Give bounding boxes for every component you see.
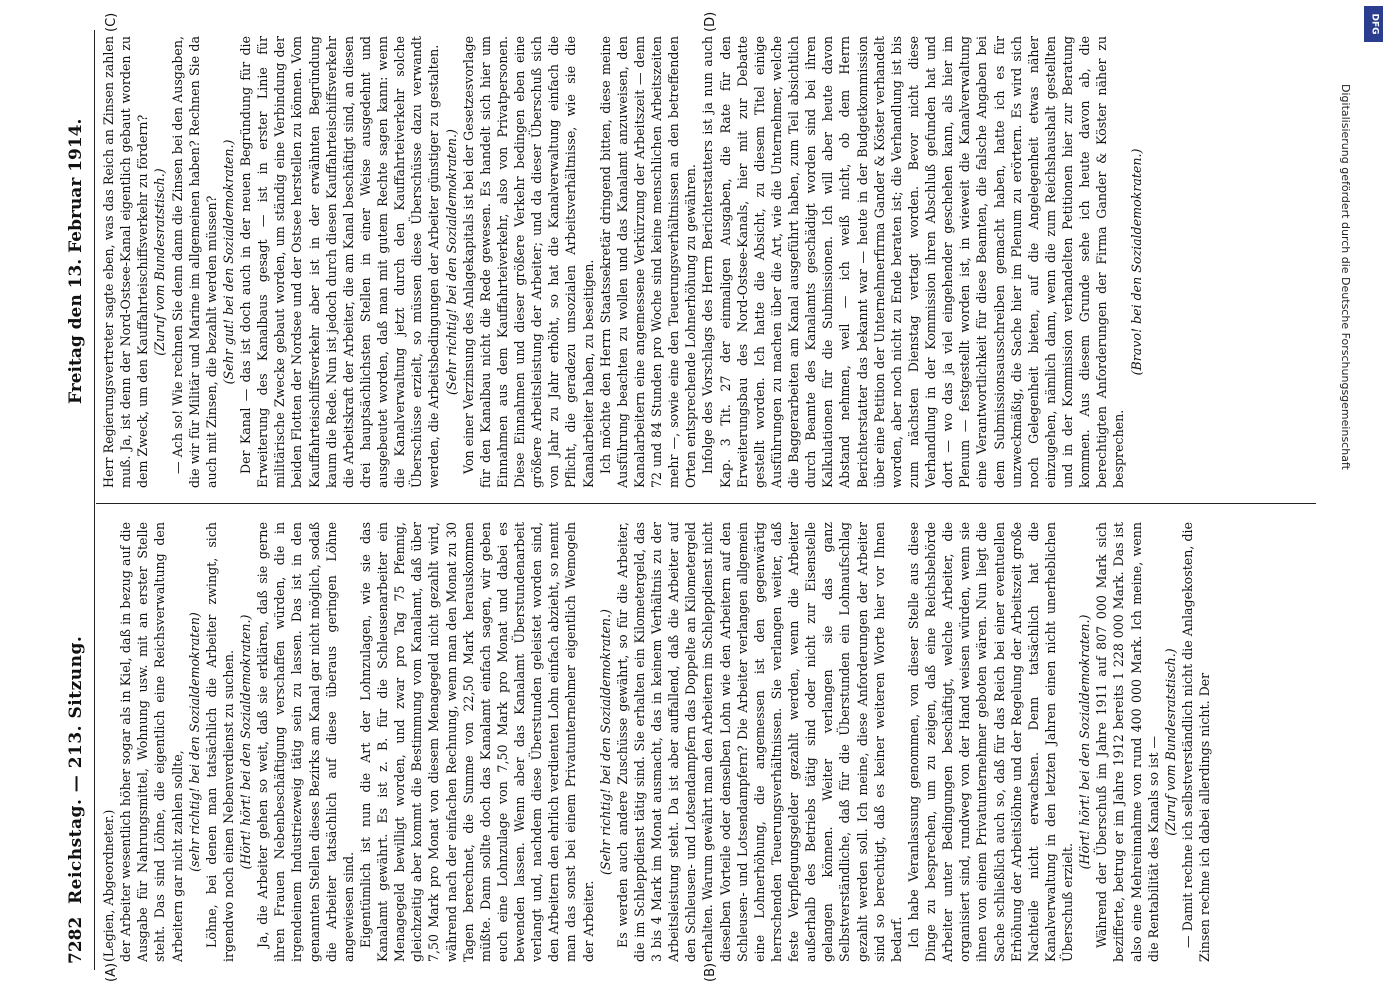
interjection: (sehr richtig! bei den Sozialdemokraten) [186, 612, 202, 872]
interjection: (Sehr richtig! bei den Sozialdemokraten.) [443, 129, 459, 395]
interjection: (Hört! hört! bei den Sozialdemokraten.) [1077, 614, 1093, 870]
header-rule [94, 30, 95, 970]
paragraph: Von einer Verzinsung des Anlagekapitals ist bei der Gesetzesvorlage für den Kanalbau nicht die Rede gewesen. Es handelt sich hier um Einnahmen aus dem Kauffahrteiverkehr, also von Privatpersonen. Diese Einnahmen und dieser größere Verkehr bedingen eben eine größere Arbeitsleistung der Arbeiter; und da dieser Überschuß sich von Jahr zu Jahr erhöht, so hat die Kanalverwaltung einfach die Pflicht, die geradezu unsozialen Arbeitsverhältnisse, wie sie die Kanalarbeiter haben, zu beseitigen. [460, 36, 596, 488]
session-date: Freitag den 13. Februar 1914. [66, 118, 86, 404]
paragraph: Der Kanal — das ist doch auch in der neuen Begründung für die Erweiterung des Kanalbaus gesagt — ist in erster Linie für militärische Zwecke gebaut worden, um ständig eine Verbindung der beiden Flotten der Nordsee und der Ostsee herstellen zu können. Vom Kauffahrteischiffsverkehr aber ist in der erwähnten Begründung kaum die Rede. Nun ist jedoch durch diesen Kauffahrteischiffsverkehr die Arbeitskraft der Arbeiter, die am Kanal beschäftigt sind, an diesen drei hauptsächlichsten Stellen in einer Weise ausgedehnt und ausgebeutet worden, daß man mit gutem Rechte sagen kann: wenn die Kanalverwaltung jetzt durch den Kauffahrteiverkehr solche Überschüsse erzielt, so müssen diese Überschüsse dazu verwandt werden, die Arbeitsbedingungen der Arbeiter günstiger zu gestalten. [238, 36, 442, 488]
interjection: (Zuruf vom Bundesratstisch.) [1162, 648, 1178, 836]
paragraph: Eigentümlich ist nun die Art der Lohnzulagen, wie sie das Kanalamt gewährt. Es ist z. B. für die Schleusenarbeiter ein Menagegeld bewilligt worden, und zwar pro Tag 75 Pfennig, gleichzeitig aber kommt die Bestimmung vom Kanalamt, daß über 7,50 Mark pro Monat von diesem Menagegeld nicht gezahlt wird, während nach der einfachen Rechnung, wenn man den Monat zu 30 Tagen berechnet, die Summe von 22,50 Mark herauskommen müßte. Dann sollte doch das Kanalamt einfach sagen, wir geben euch eine Lohnzulage von 7,50 Mark pro Monat und dabei es bewenden lassen. Wenn aber das Kanalamt Überstundenarbeit verlangt und, nachdem diese Überstunden geleistet worden sind, den Arbeitern den ehrlich verdienten Lohn einfach abzieht, so nennt man das sonst bei einem Privatunternehmer eigentlich Wemogeln der Arbeiter. [357, 522, 596, 962]
page-number: 7282 [66, 916, 86, 964]
digitization-credit: Digitalisierung gefördert durch die Deutsche Forschungsgemeinschaft [1339, 84, 1352, 470]
page-header [66, 30, 94, 964]
margin-marker-b: (B) [703, 962, 718, 982]
paragraph: Ich möchte den Herrn Staatssekretär dringend bitten, diese meine Ausführung beachten zu wollen und das Kanalamt anzuweisen, den Kanalarbeitern eine angemessene Verkürzung der Arbeitszeit — denn 72 und 84 Stunden pro Woche sind keine menschlichen Arbeitszeiten mehr —, sowie eine den Teuerungsverhältnissen an den betreffenden Orten entsprechende Lohnerhöhung zu gewähren. [597, 36, 699, 488]
left-column [100, 522, 1310, 962]
session-title: Reichstag. — 213. Sitzung. [66, 635, 86, 904]
paragraph: Herr Regierungsvertreter sagte eben, was das Reich an Zinsen zahlen muß. Ja, ist denn der Nord-Ostsee-Kanal eigentlich gebaut worden zu dem Zweck, um den Kauffahrteischiffsverkehr zu fördern? [101, 36, 151, 488]
dfg-logo: DFG [1364, 6, 1383, 42]
interjection: (Sehr richtig! bei den Sozialdemokraten.) [597, 609, 613, 875]
speaker-line: (Legien, Abgeordneter.) [101, 809, 116, 962]
margin-marker-c: (C) [104, 12, 119, 32]
paragraph: der Arbeiter wesentlich höher sogar als in Kiel, daß in bezug auf die Ausgabe für Nahrungsmittel, Wohnung usw. mit an erster Stelle steht. Das sind Löhne, die eigentlich eine Reichsverwaltung den Arbeitern gar nicht zahlen sollte, [118, 522, 185, 962]
paragraph: — Ach so! Wie rechnen Sie denn dann die Zinsen bei den Ausgaben, die wir für Militär und Marine im allgemeinen haben? Rechnen Sie da auch mit Zinsen, die bezahlt werden müssen? [169, 36, 219, 488]
margin-marker-d: (D) [703, 11, 718, 32]
paragraph: Ja, die Arbeiter gehen so weit, daß sie erklären, daß sie gerne ihren Frauen Nebenbeschäftigung verschaffen würden, die in irgendeinem Industriezweig tätig sein zu lassen. Das ist in den genannten Stellen dieses Bezirks am Kanal gar nicht möglich, sodaß die Arbeiter tatsächlich auf diese überaus geringen Löhne angewiesen sind. [255, 522, 356, 962]
margin-marker-a: (A) [104, 962, 119, 982]
interjection: (Bravo! bei den Sozialdemokraten.) [1128, 148, 1144, 376]
right-column [100, 36, 1310, 488]
interjection: (Hört! hört! bei den Sozialdemokraten.) [238, 614, 253, 870]
paragraph: Während der Überschuß im Jahre 1911 auf 807 000 Mark sich bezifferte, betrug er im Jahre 1912 bereits 1 228 000 Mark. Das ist also eine Mehreinnahme von rund 400 000 Mark. Ich meine, wenn die Rentabilität des Kanals so ist — [1094, 522, 1161, 962]
paragraph: Es werden auch andere Zuschüsse gewährt, so für die Arbeiter, die im Schleppdienst tätig sind. Sie erhalten ein Kilometergeld, das 3 bis 4 Mark im Monat ausmacht, das in keinem Verhältnis zu der Arbeitsleistung steht. Da ist aber auffallend, daß die Arbeiter auf den Schleusen- und Lotsendampfern das Doppelte an Kilometergeld erhalten. Warum gewährt man den Arbeitern im Schleppdienst nicht dieselben Vorteile oder denselben Lohn wie den Arbeitern auf den Schleusen- und Lotsendampfern? Die Arbeiter verlangen allgemein eine Lohnerhöhung, die angemessen ist den gegenwärtig herrschenden Teuerungsverhältnissen. Sie verlangen weiter, daß feste Verpflegungsgelder gezahlt werden, wenn die Arbeiter außerhalb des Betriebs tätig sind oder nicht zur Eisenstelle gelangen können. Weiter verlangen sie das ganz Selbstverständliche, daß für die Überstunden ein Lohnaufschlag gezahlt werden soll. Ich meine, diese Anforderungen der Arbeiter sind so berechtigt, daß es keiner weiteren Worte hier vor Ihnen bedarf. [614, 522, 904, 962]
interjection: (Sehr gut! bei den Sozialdemokraten.) [220, 139, 236, 385]
interjection: (Zuruf vom Bundesratstisch.) [152, 168, 168, 356]
column-separator [96, 503, 1316, 504]
paragraph: Infolge des Vorschlags des Herrn Berichterstatters ist ja nun auch Kap. 3 Tit. 27 der einmaligen Ausgaben, die Rate für den Erweiterungsbau des Nord-Ostsee-Kanals, hier mit zur Debatte gestellt worden. Ich hatte die Absicht, zu diesem Titel einige Ausführungen zu machen über die Art, wie die Unternehmer, welche die Baggerarbeiten am Kanal ausgeführt haben, zum Teil absichtlich durch Beamte des Kanalamts geschädigt worden sind bei ihren Kalkulationen für die Submissionen. Ich will aber heute davon Abstand nehmen, weil — ich weiß nicht, ob dem Herrn Berichterstatter das bekannt war — heute in der Budgetkommission über eine Petition der Unternehmerfirma Gander & Köster verhandelt worden, aber noch nicht zu Ende beraten ist; die Verhandlung ist bis zum nächsten Dienstag vertagt worden. Bevor nicht diese Verhandlung in der Kommission ihren Abschluß gefunden hat und dort — wo das ja viel eingehender geschehen kann, als hier im Plenum — festgestellt worden ist, in wieweit die Kanalverwaltung eine Verantwortlichkeit für diese Beamten, die falsche Angaben bei dem Submissionsausschreiben gemacht haben, hatte ich es für unzweckmäßig, die Sache hier im Plenum zu erörtern. Es wird sich noch Gelegenheit bieten, auf die Angelegenheit etwas näher einzugehen, nämlich dann, wenn die zum Reichshaushalt gestellten und in der Kommission verhandelten Petitionen hier zur Beratung kommen. Aus diesem Grunde sehe ich heute davon ab, die berechtigten Anforderungen der Firma Gander & Köster näher zu besprechen. [700, 36, 1127, 488]
paragraph: Ich habe Veranlassung genommen, von dieser Stelle aus diese Dinge zu besprechen, um zu zeigen, daß eine Reichsbehörde Arbeiter unter Bedingungen beschäftigt, welche Arbeiter, die organisiert sind, rundweg von der Hand weisen würden, wenn sie ihnen von einem Privatunternehmer geboten wären. Nun liegt die Sache schließlich auch so, daß für das Reich bei einer eventuellen Erhöhung der Arbeitslöhne und der Regelung der Arbeitszeit große Nachteile nicht erwachsen. Denn tatsächlich hat die Kanalverwaltung in den letzten Jahren einen nicht unerheblichen Überschuß erzielt. [905, 522, 1075, 962]
paragraph: — Damit rechne ich selbstverständlich nicht die Anlagekosten, die Zinsen rechne ich dabei allerdings nicht. Der [1179, 522, 1212, 962]
paragraph: Löhne, bei denen man tatsächlich die Arbeiter zwingt, sich irgendwo noch einen Nebenverdienst zu suchen. [203, 522, 236, 962]
